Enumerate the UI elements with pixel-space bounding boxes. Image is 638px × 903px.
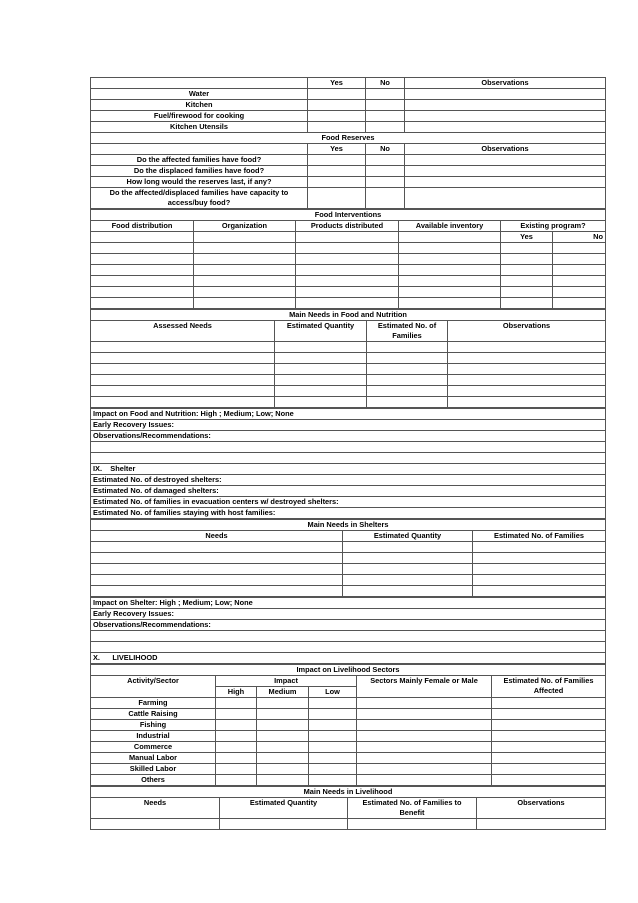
shelter-needs-title: Main Needs in Shelters bbox=[91, 520, 606, 531]
table-row bbox=[91, 397, 606, 408]
damaged-shelters-line[interactable]: Estimated No. of damaged shelters: bbox=[91, 486, 606, 497]
yes-header: Yes bbox=[308, 144, 366, 155]
table-row bbox=[91, 709, 606, 720]
host-families-line[interactable]: Estimated No. of families staying with host families: bbox=[91, 508, 606, 519]
question-label: Do the displaced families have food? bbox=[91, 166, 308, 177]
impact-header: Impact bbox=[216, 676, 357, 687]
row-label: Water bbox=[91, 89, 308, 100]
table-row bbox=[91, 254, 606, 265]
no-cell[interactable] bbox=[366, 188, 405, 209]
yes-cell[interactable] bbox=[308, 155, 366, 166]
no-header: No bbox=[366, 78, 405, 89]
livelihood-needs-title: Main Needs in Livelihood bbox=[91, 787, 606, 798]
early-recovery-line[interactable]: Early Recovery Issues: bbox=[91, 609, 606, 620]
evacuation-families-line[interactable]: Estimated No. of families in evacuation centers w/ destroyed shelters: bbox=[91, 497, 606, 508]
food-distribution-header: Food distribution bbox=[91, 221, 194, 232]
table-row bbox=[91, 265, 606, 276]
needs-header: Needs bbox=[91, 531, 343, 542]
food-impact-line[interactable]: Impact on Food and Nutrition: High ; Medium; Low; None bbox=[91, 409, 606, 420]
table-row bbox=[91, 276, 606, 287]
sector-label: Commerce bbox=[91, 742, 216, 753]
observations-cell[interactable] bbox=[405, 155, 606, 166]
yes-cell[interactable] bbox=[308, 122, 366, 133]
observations-header: Observations bbox=[405, 144, 606, 155]
observations-cell[interactable] bbox=[405, 166, 606, 177]
table-row bbox=[91, 386, 606, 397]
observations-recommendations-line[interactable]: Observations/Recommendations: bbox=[91, 620, 606, 631]
sector-label: Manual Labor bbox=[91, 753, 216, 764]
no-cell[interactable] bbox=[366, 89, 405, 100]
yes-cell[interactable] bbox=[308, 177, 366, 188]
table-row bbox=[91, 698, 606, 709]
observations-header: Observations bbox=[448, 321, 606, 342]
livelihood-needs-table bbox=[90, 786, 606, 830]
estimated-quantity-header: Estimated Quantity bbox=[275, 321, 367, 342]
livelihood-sectors-title: Impact on Livelihood Sectors bbox=[91, 665, 606, 676]
food-reserves-title: Food Reserves bbox=[91, 133, 606, 144]
observations-cell[interactable] bbox=[405, 188, 606, 209]
early-recovery-line[interactable]: Early Recovery Issues: bbox=[91, 420, 606, 431]
no-cell[interactable] bbox=[366, 111, 405, 122]
question-label: How long would the reserves last, if any? bbox=[91, 177, 308, 188]
food-needs-table bbox=[90, 309, 606, 408]
organization-header: Organization bbox=[194, 221, 296, 232]
no-cell[interactable] bbox=[366, 100, 405, 111]
food-interventions-title: Food Interventions bbox=[91, 210, 606, 221]
table-row bbox=[91, 764, 606, 775]
table-row bbox=[91, 243, 606, 254]
yes-cell[interactable] bbox=[308, 89, 366, 100]
sector-label: Others bbox=[91, 775, 216, 786]
table-row bbox=[91, 819, 606, 830]
yes-cell[interactable] bbox=[308, 100, 366, 111]
observations-cell[interactable] bbox=[405, 177, 606, 188]
available-inventory-header: Available inventory bbox=[399, 221, 501, 232]
yes-cell[interactable] bbox=[308, 166, 366, 177]
estimated-quantity-header: Estimated Quantity bbox=[220, 798, 348, 819]
water-kitchen-table bbox=[90, 77, 606, 209]
impact-high-header: High bbox=[216, 687, 257, 698]
estimated-quantity-header: Estimated Quantity bbox=[343, 531, 473, 542]
existing-program-header: Existing program? bbox=[501, 221, 606, 232]
no-cell[interactable] bbox=[366, 177, 405, 188]
sector-label: Fishing bbox=[91, 720, 216, 731]
products-distributed-header: Products distributed bbox=[296, 221, 399, 232]
observations-cell[interactable] bbox=[405, 89, 606, 100]
shelter-needs-table bbox=[90, 519, 606, 597]
families-benefit-header: Estimated No. of Families to Benefit bbox=[348, 798, 477, 819]
shelter-section-heading bbox=[91, 464, 606, 475]
table-row bbox=[91, 564, 606, 575]
sector-label: Skilled Labor bbox=[91, 764, 216, 775]
section-number: X. bbox=[93, 653, 100, 662]
table-row bbox=[91, 775, 606, 786]
observations-header: Observations bbox=[477, 798, 606, 819]
table-row bbox=[91, 375, 606, 386]
yes-cell[interactable] bbox=[308, 111, 366, 122]
impact-medium-header: Medium bbox=[257, 687, 309, 698]
food-needs-title: Main Needs in Food and Nutrition bbox=[91, 310, 606, 321]
observations-cell[interactable] bbox=[405, 111, 606, 122]
estimated-families-header: Estimated No. of Families bbox=[473, 531, 606, 542]
table-row bbox=[91, 353, 606, 364]
sector-label: Farming bbox=[91, 698, 216, 709]
table-row bbox=[91, 287, 606, 298]
sector-label: Industrial bbox=[91, 731, 216, 742]
table-row bbox=[91, 342, 606, 353]
impact-low-header: Low bbox=[309, 687, 357, 698]
table-row bbox=[91, 720, 606, 731]
no-cell[interactable] bbox=[366, 155, 405, 166]
no-header: No bbox=[553, 232, 606, 243]
livelihood-sectors-table bbox=[90, 664, 606, 786]
table-row bbox=[91, 586, 606, 597]
yes-cell[interactable] bbox=[308, 188, 366, 209]
yes-header: Yes bbox=[501, 232, 553, 243]
table-row bbox=[91, 542, 606, 553]
observations-cell[interactable] bbox=[405, 122, 606, 133]
table-row bbox=[91, 298, 606, 309]
yes-header: Yes bbox=[308, 78, 366, 89]
section-title: Shelter bbox=[110, 464, 136, 473]
estimated-families-header: Estimated No. of Families bbox=[367, 321, 448, 342]
table-row bbox=[91, 731, 606, 742]
section-number: IX. bbox=[93, 464, 103, 473]
row-label: Kitchen Utensils bbox=[91, 122, 308, 133]
table-row bbox=[91, 364, 606, 375]
no-cell[interactable] bbox=[366, 166, 405, 177]
activity-sector-header: Activity/Sector bbox=[91, 676, 216, 698]
food-interventions-table bbox=[90, 209, 606, 309]
row-label: Kitchen bbox=[91, 100, 308, 111]
shelter-impact-line[interactable]: Impact on Shelter: High ; Medium; Low; None bbox=[91, 598, 606, 609]
sectors-gender-header: Sectors Mainly Female or Male bbox=[357, 676, 492, 698]
livelihood-section-heading bbox=[91, 653, 606, 664]
table-row bbox=[91, 575, 606, 586]
no-header: No bbox=[366, 144, 405, 155]
observations-header: Observations bbox=[405, 78, 606, 89]
sector-label: Cattle Raising bbox=[91, 709, 216, 720]
question-label: Do the affected/displaced families have capacity to access/buy food? bbox=[91, 188, 308, 209]
table-row bbox=[91, 753, 606, 764]
no-cell[interactable] bbox=[366, 122, 405, 133]
section-title: LIVELIHOOD bbox=[112, 653, 158, 662]
table-row bbox=[91, 553, 606, 564]
question-label: Do the affected families have food? bbox=[91, 155, 308, 166]
shelter-impact-table bbox=[90, 597, 606, 664]
assessment-form bbox=[90, 77, 606, 830]
observations-cell[interactable] bbox=[405, 100, 606, 111]
food-impact-table bbox=[90, 408, 606, 519]
observations-recommendations-line[interactable]: Observations/Recommendations: bbox=[91, 431, 606, 442]
assessed-needs-header: Assessed Needs bbox=[91, 321, 275, 342]
table-row bbox=[91, 742, 606, 753]
needs-header: Needs bbox=[91, 798, 220, 819]
families-affected-header: Estimated No. of Families Affected bbox=[492, 676, 606, 698]
row-label: Fuel/firewood for cooking bbox=[91, 111, 308, 122]
destroyed-shelters-line[interactable]: Estimated No. of destroyed shelters: bbox=[91, 475, 606, 486]
